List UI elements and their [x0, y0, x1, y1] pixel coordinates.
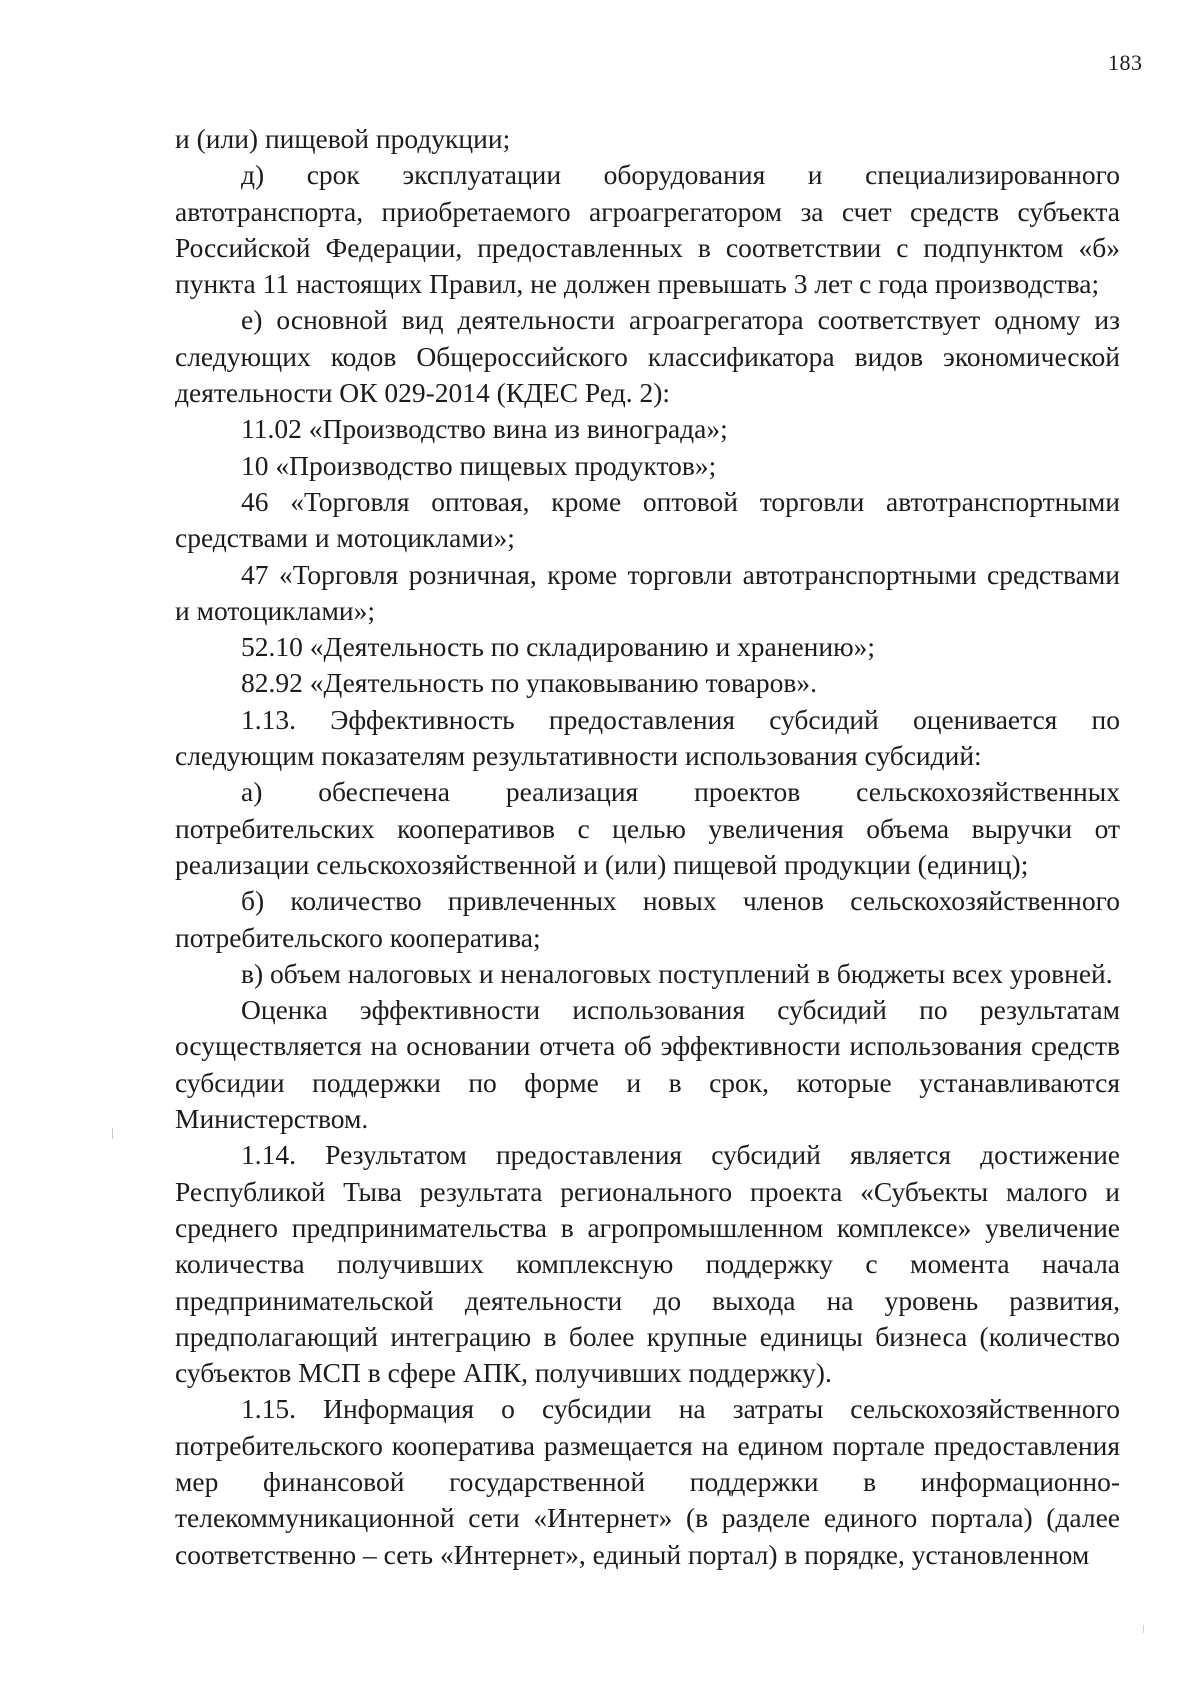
paragraph: б) количество привлеченных новых членов сельскохозяйственного потребительского кооператива; — [175, 885, 1120, 953]
paragraph: 1.15. Информация о субсидии на затраты сельскохозяйственного потребительского кооператива размещается на едином портале предоставления мер финансовой государственной поддержки в информационно-телекоммуникационной сети «Интернет» (в разделе единого портала) (далее соответственно – сеть «Интернет», единый портал) в порядке, установленном — [175, 1393, 1120, 1570]
paragraph: 1.13. Эффективность предоставления субсидий оценивается по следующим показателям результативности использования субсидий: — [175, 703, 1120, 772]
scan-margin-mark — [112, 1128, 113, 1139]
paragraph: и (или) пищевой продукции; — [175, 123, 511, 154]
paragraph: 10 «Производство пищевых продуктов»; — [241, 449, 717, 481]
paragraph: 46 «Торговля оптовая, кроме оптовой торговли автотранспортными средствами и мотоциклами»; — [175, 485, 1120, 554]
scan-margin-mark — [1143, 1625, 1144, 1633]
paragraph: а) обеспечена реализация проектов сельскохозяйственных потребительских кооперативов с целью увеличения объема выручки от реализации сельскохозяйственной и (или) пищевой продукции (единиц); — [175, 776, 1120, 880]
paragraph: е) основной вид деятельности агроагрегатора соответствует одному из следующих кодов Общероссийского классификатора видов экономической деятельности ОК 029-2014 (КДЕС Ред. 2): — [175, 304, 1120, 409]
paragraph: 52.10 «Деятельность по складированию и хранению»; — [241, 631, 876, 663]
paragraph: в) объем налоговых и неналоговых поступлений в бюджеты всех уровней. — [241, 957, 1113, 989]
document-body — [175, 121, 1120, 1573]
paragraph: 82.92 «Деятельность по упаковыванию товаров». — [241, 667, 817, 699]
paragraph: 1.14. Результатом предоставления субсидий является достижение Республикой Тыва результата регионального проекта «Субъекты малого и среднего предпринимательства в агропромышленном комплексе» увеличение количества получивших комплексную поддержку с момента начала предпринимательской деятельности до выхода на уровень развития, предполагающий интеграцию в более крупные единицы бизнеса (количество субъектов МСП в сфере АПК, получивших поддержку). — [175, 1139, 1120, 1389]
page-number: 183 — [1108, 50, 1143, 75]
paragraph: 47 «Торговля розничная, кроме торговли автотранспортными средствами и мотоциклами»; — [175, 558, 1120, 626]
paragraph: 11.02 «Производство вина из винограда»; — [241, 413, 728, 445]
paragraph: Оценка эффективности использования субсидий по результатам осуществляется на основании отчета об эффективности использования средств субсидии поддержки по форме и в срок, которые устанавливаются Министерством. — [175, 994, 1120, 1135]
paragraph: д) срок эксплуатации оборудования и специализированного автотранспорта, приобретаемого агроагрегатором за счет средств субъекта Российской Федерации, предоставленных в соответствии с подпунктом «б» пункта 11 настоящих Правил, не должен превышать 3 лет с года производства; — [175, 159, 1120, 300]
